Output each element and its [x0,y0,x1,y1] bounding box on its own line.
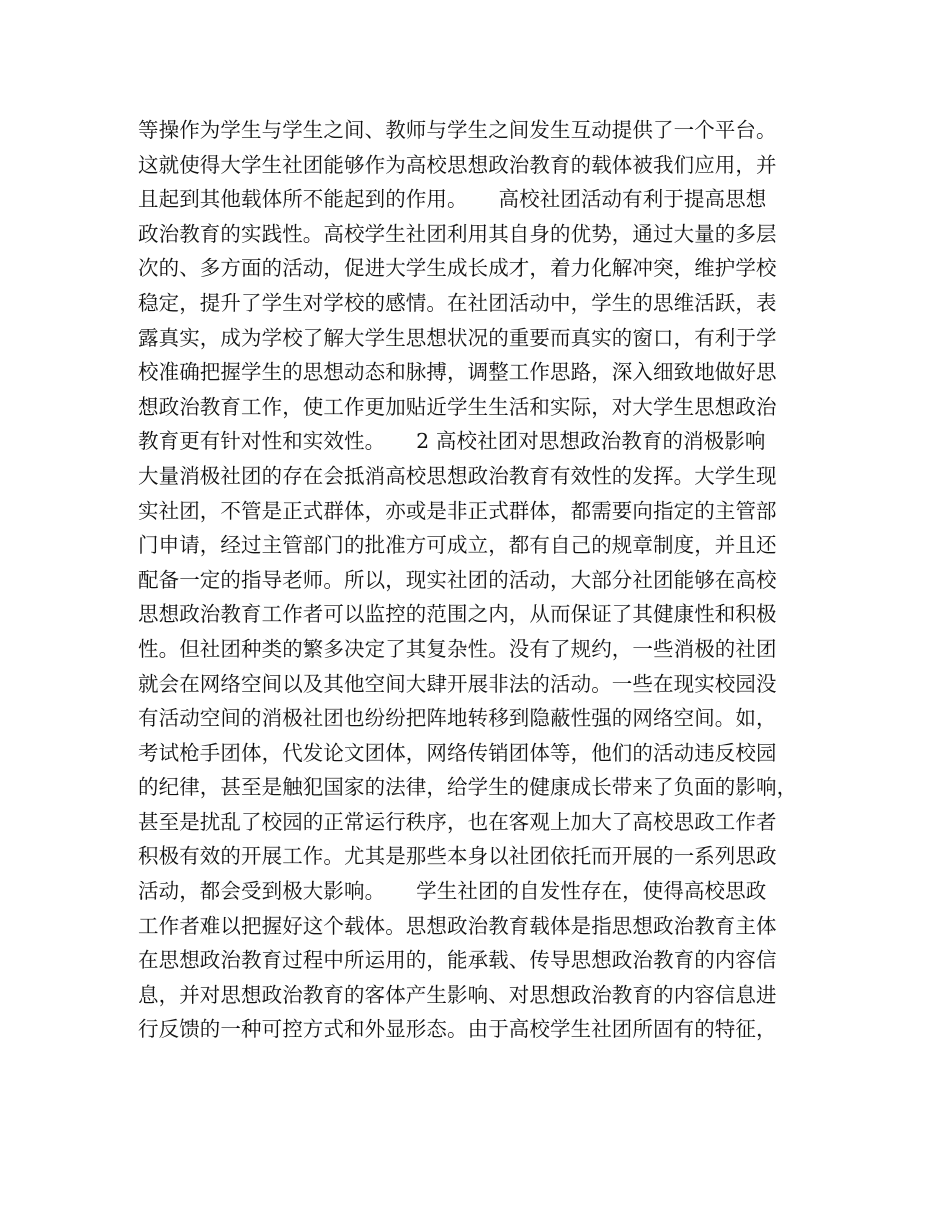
text-line: 想政治教育工作，使工作更加贴近学生生活和实际，对大学生思想政治 [138,394,777,419]
text-line: 教育更有针对性和实效性。 2 高校社团对思想政治教育的消极影响 [138,429,766,454]
text-line: 露真实，成为学校了解大学生思想状况的重要而真实的窗口，有利于学 [138,325,777,350]
text-line: 等操作为学生与学生之间、教师与学生之间发生互动提供了一个平台。 [138,118,777,142]
text-line: 性。但社团种类的繁多决定了其复杂性。没有了规约，一些消极的社团 [138,636,777,661]
text-line: 行反馈的一种可控方式和外显形态。由于高校学生社团所固有的特征， [138,1017,777,1042]
text-line: 活动，都会受到极大影响。 学生社团的自发性存在，使得高校思政 [138,879,767,904]
text-line: 在思想政治教育过程中所运用的，能承载、传导思想政治教育的内容信 [138,948,777,973]
text-line: 积极有效的开展工作。尤其是那些本身以社团依托而开展的一系列思政 [138,844,777,869]
document-body-text [138,113,838,1047]
text-line: 有活动空间的消极社团也纷纷把阵地转移到隐蔽性强的网络空间。如， [138,706,777,731]
text-line: 政治教育的实践性。高校学生社团利用其自身的优势，通过大量的多层 [138,221,777,246]
text-line: 次的、多方面的活动，促进大学生成长成才，着力化解冲突，维护学校 [138,256,777,281]
text-line: 稳定，提升了学生对学校的感情。在社团活动中，学生的思维活跃，表 [138,290,777,315]
text-line: 且起到其他载体所不能起到的作用。 高校社团活动有利于提高思想 [138,187,767,212]
text-line: 工作者难以把握好这个载体。思想政治教育载体是指思想政治教育主体 [138,913,777,938]
text-line: 就会在网络空间以及其他空间大肆开展非法的活动。一些在现实校园没 [138,671,777,696]
text-line: 思想政治教育工作者可以监控的范围之内，从而保证了其健康性和积极 [138,602,777,627]
text-line: 考试枪手团体，代发论文团体，网络传销团体等，他们的活动违反校园 [138,740,777,765]
text-line: 甚至是扰乱了校园的正常运行秩序，也在客观上加大了高校思政工作者 [138,809,777,834]
text-line: 配备一定的指导老师。所以，现实社团的活动，大部分社团能够在高校 [138,567,777,592]
text-line: 这就使得大学生社团能够作为高校思想政治教育的载体被我们应用，并 [138,152,777,177]
text-line: 校准确把握学生的思想动态和脉搏，调整工作思路，深入细致地做好思 [138,360,777,385]
text-line: 息，并对思想政治教育的客体产生影响、对思想政治教育的内容信息进 [138,982,777,1007]
text-line: 门申请，经过主管部门的批准方可成立，都有自己的规章制度，并且还 [138,533,777,558]
text-line: 实社团，不管是正式群体，亦或是非正式群体，都需要向指定的主管部 [138,498,777,523]
text-line: 大量消极社团的存在会抵消高校思想政治教育有效性的发挥。大学生现 [138,463,777,488]
text-line: 的纪律，甚至是触犯国家的法律，给学生的健康成长带来了负面的影响， [138,775,798,800]
